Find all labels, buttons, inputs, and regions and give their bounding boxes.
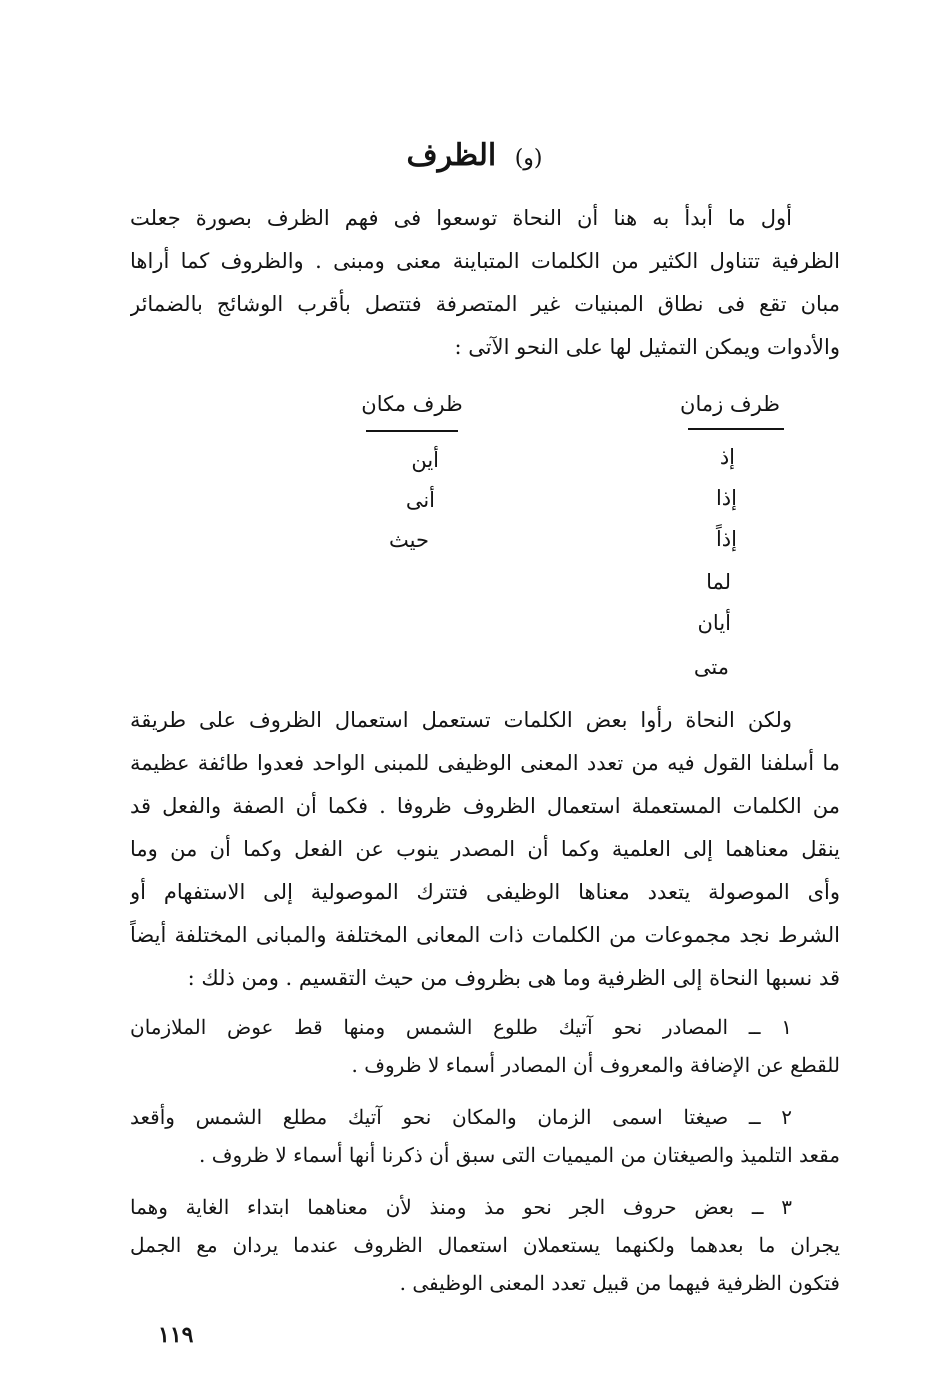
time-adverb-header: ظرف زمان xyxy=(680,392,780,416)
list-item-line: ٣ ــ بعض حروف الجر نحو مذ ومنذ لأن معناهما ابتداء الغاية وهما xyxy=(130,1195,792,1219)
list-item xyxy=(130,1098,840,1174)
time-adverb-item: لما xyxy=(706,570,731,594)
paragraph-line: والأدوات ويمكن التمثيل لها على النحو الآتى : xyxy=(454,335,840,359)
paragraph-line: ما أسلفنا القول فيه من تعدد المعنى الوظيفى للمبنى الواحد فعدوا طائفة عظيمة xyxy=(130,751,840,775)
list-item xyxy=(130,1188,840,1302)
time-adverb-item: متى xyxy=(693,655,729,679)
paragraph-line: الشرط نجد مجموعات من الكلمات ذات المعانى المختلفة والمبانى المختلفة أيضاً xyxy=(130,923,840,947)
place-adverb-header: ظرف مكان xyxy=(361,392,463,416)
list-item-line: ١ ــ المصادر نحو آتيك طلوع الشمس ومنها قط عوض الملازمان xyxy=(130,1015,792,1039)
list-item-line: يجران ما بعدهما ولكنهما يستعملان استعمال الظروف عندما يردان مع الجمل xyxy=(130,1233,840,1257)
paragraph-line: ينقل معناهما إلى العلمية وكما أن المصدر ينوب عن الفعل وكما أن من وما xyxy=(130,837,840,861)
paragraph-line: أول ما أبدأ به هنا أن النحاة توسعوا فى فهم الظرف بصورة جعلت xyxy=(130,206,792,230)
place-adverb-item: أين xyxy=(411,448,439,472)
time-adverb-item: أيان xyxy=(697,611,731,635)
time-adverb-item: إذ xyxy=(719,445,735,469)
paragraph-line: وأى الموصولة يتعدد معناها الوظيفى فتترك الموصولية إلى الاستفهام أو xyxy=(130,880,840,904)
section-label: (و) xyxy=(514,146,543,171)
paragraph-line: مبان تقع فى نطاق المبنيات غير المتصرفة فتتصل بأقرب الوشائج بالضمائر xyxy=(130,292,840,316)
time-adverb-item: إذاً xyxy=(715,527,737,551)
place-adverb-item: حيث xyxy=(389,528,429,552)
paragraph-line: ولكن النحاة رأوا بعض الكلمات تستعمل استعمال الظروف على طريقة xyxy=(130,708,792,732)
section-heading xyxy=(0,138,949,173)
list-item-line: ٢ ــ صيغتا اسمى الزمان والمكان نحو آتيك مطلع الشمس وأقعد xyxy=(130,1105,792,1129)
time-adverb-item: إذا xyxy=(715,486,737,510)
paragraph-line: من الكلمات المستعملة استعمال الظروف ظروفا . فكما أن الصفة والفعل قد xyxy=(130,794,840,818)
intro-paragraph xyxy=(130,197,840,369)
section-title: الظرف xyxy=(406,138,497,173)
second-paragraph xyxy=(130,699,840,1000)
page-number: ١١٩ xyxy=(158,1322,194,1348)
list-item-line: مقعد التلميذ والصيغتان من الميميات التى سبق أن ذكرنا أنها أسماء لا ظروف . xyxy=(199,1143,840,1167)
time-header-rule xyxy=(688,428,784,430)
paragraph-line: الظرفية تتناول الكثير من الكلمات المتباينة معنى ومبنى . والظروف كما أراها xyxy=(130,249,840,273)
list-item xyxy=(130,1008,840,1084)
list-item-line: فتكون الظرفية فيهما من قبيل تعدد المعنى الوظيفى . xyxy=(399,1271,840,1295)
place-adverb-item: أنى xyxy=(405,488,435,512)
list-item-line: للقطع عن الإضافة والمعروف أن المصادر أسماء لا ظروف . xyxy=(351,1053,840,1077)
paragraph-line: قد نسبها النحاة إلى الظرفية وما هى بظروف من حيث التقسيم . ومن ذلك : xyxy=(187,966,840,990)
place-header-rule xyxy=(366,430,458,432)
